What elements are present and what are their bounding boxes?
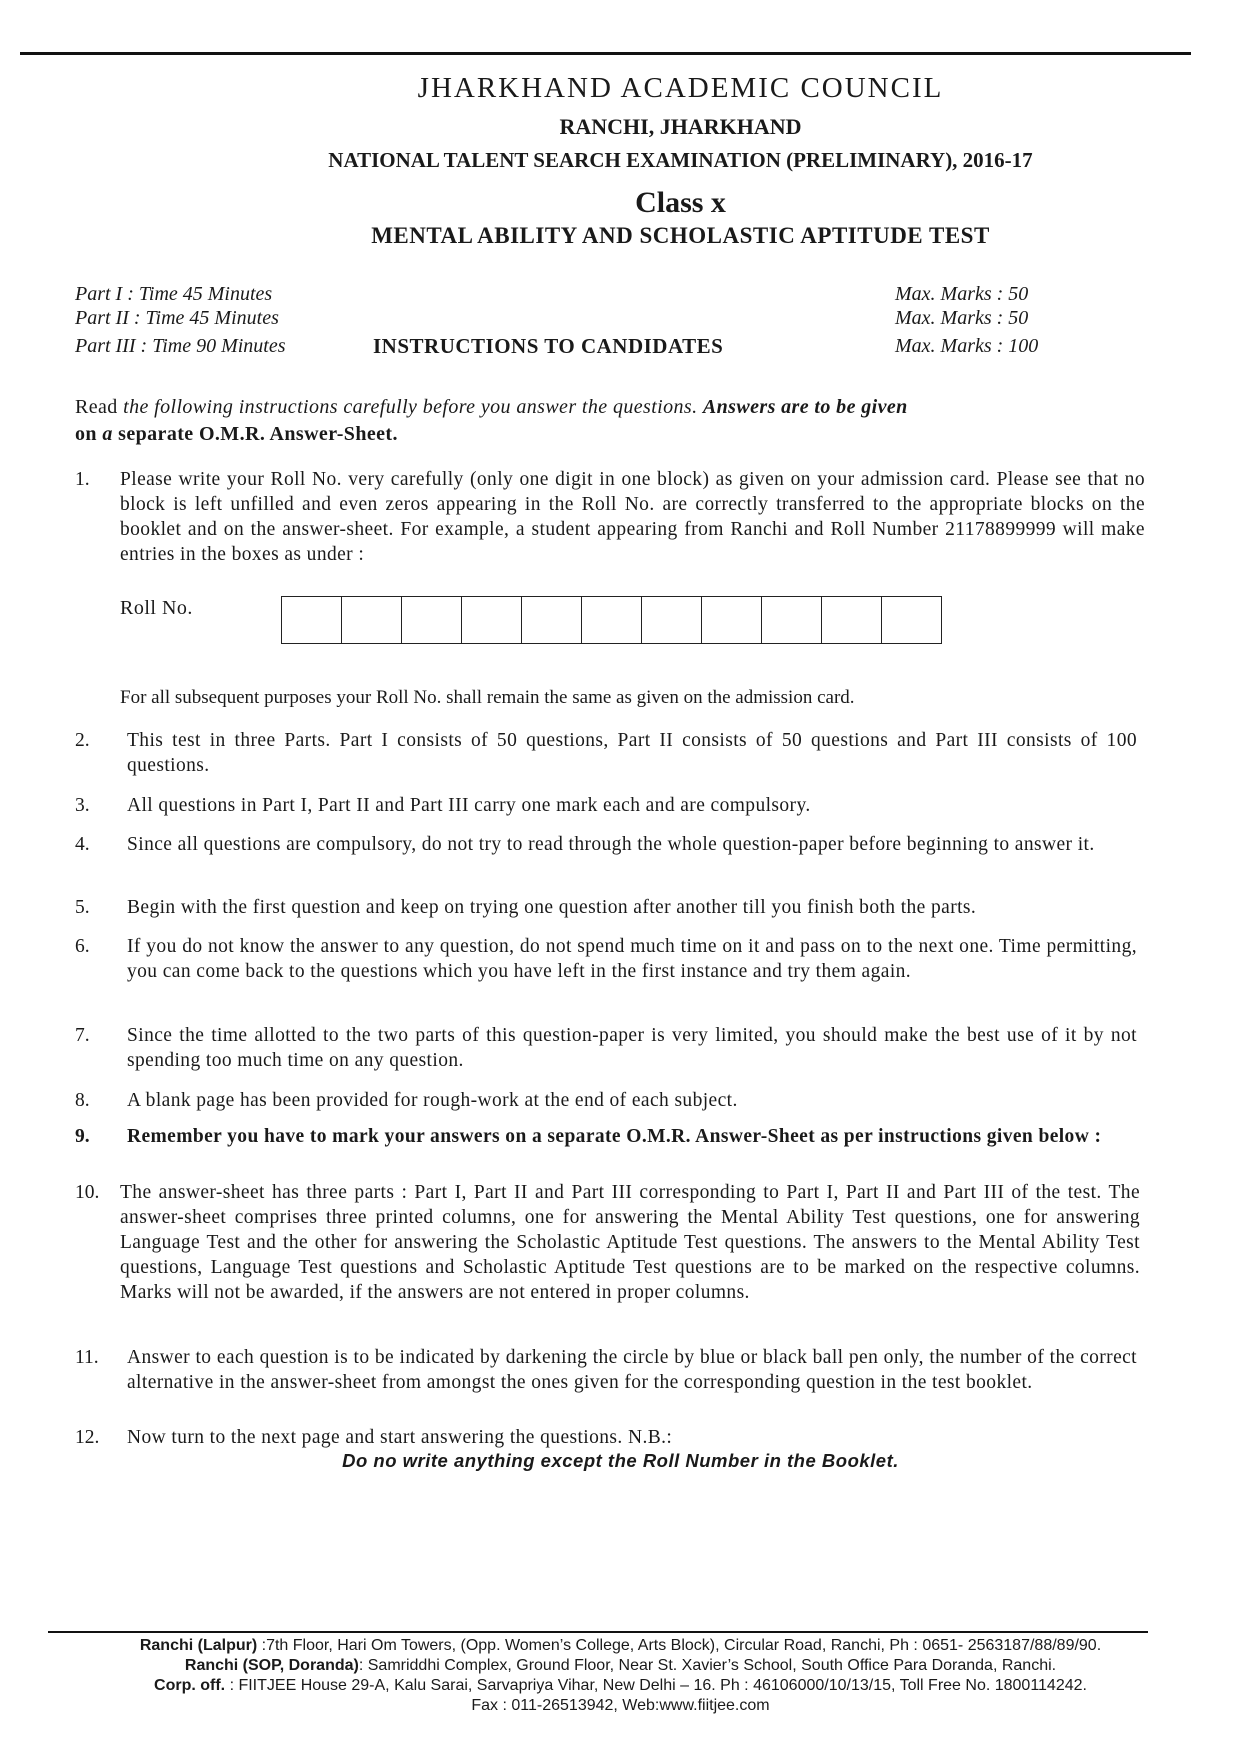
roll-digit-box xyxy=(642,597,702,643)
instruction-number: 2. xyxy=(75,730,90,751)
bottom-rule xyxy=(48,1631,1148,1633)
footer-line-fax: Fax : 011-26513942, Web:www.fiitjee.com xyxy=(471,1697,770,1714)
nb-note: Do no write anything except the Roll Number in the Booklet. xyxy=(342,1450,899,1471)
roll-digit-box xyxy=(402,597,462,643)
instruction-text: All questions in Part I, Part II and Part III carry one mark each and are compulsory. xyxy=(127,795,811,816)
part-1-marks: Max. Marks : 50 xyxy=(895,283,1029,305)
part-1-time: Part I : Time 45 Minutes xyxy=(75,283,273,305)
test-title: MENTAL ABILITY AND SCHOLASTIC APTITUDE TEST xyxy=(371,223,990,248)
instruction-text: Begin with the first question and keep on trying one question after another till you finish both the parts. xyxy=(127,897,977,918)
part-3-marks: Max. Marks : 100 xyxy=(895,335,1039,357)
footer-line-doranda xyxy=(0,1656,1241,1676)
council-location: RANCHI, JHARKHAND xyxy=(559,114,802,139)
instruction-number: 8. xyxy=(75,1090,90,1111)
class-label: Class x xyxy=(635,186,726,219)
instruction-number: 1. xyxy=(75,469,90,490)
roll-digit-box xyxy=(702,597,762,643)
instruction-number: 9. xyxy=(75,1126,90,1147)
roll-digit-box xyxy=(342,597,402,643)
instruction-text: Please write your Roll No. very carefully (only one digit in one block) as given on your admission card. Please see that no block is left unfilled and even zeros appearing in the Roll No. are correctly transferred to the appropriate blocks on the booklet and on the answer-sheet. For example, a student appearing from Ranchi and Roll Number 21178899999 will make entries in the boxes as under : xyxy=(120,469,1145,565)
instruction-text: A blank page has been provided for rough-work at the end of each subject. xyxy=(127,1090,738,1111)
footer-line-corp xyxy=(0,1676,1241,1696)
roll-digit-box xyxy=(882,597,941,643)
footer-line-lalpur xyxy=(0,1636,1241,1656)
instruction-number: 5. xyxy=(75,897,90,918)
instruction-text: The answer-sheet has three parts : Part I, Part II and Part III corresponding to Part I, Part II and Part III of the test. The answer-sheet comprises three printed columns, one for answering the Mental Ability Test questions, one for answering Language Test and the other for answering the Scholastic Aptitude Test questions. The answers to the Mental Ability Test questions, Language Test questions and Scholastic Aptitude Test questions are to be marked on the respective columns. Marks will not be awarded, if the answers are not entered in proper columns. xyxy=(120,1182,1140,1303)
part-2-time: Part II : Time 45 Minutes xyxy=(75,307,279,329)
roll-number-boxes xyxy=(281,596,942,644)
intro-bold-italic: Answers are to be given xyxy=(702,396,908,418)
intro-bold-end: separate O.M.R. Answer-Sheet. xyxy=(118,423,398,445)
instruction-text: Since the time allotted to the two parts of this question-paper is very limited, you should make the best use of it by not spending too much time on any question. xyxy=(127,1025,1137,1071)
roll-digit-box xyxy=(822,597,882,643)
exam-title: NATIONAL TALENT SEARCH EXAMINATION (PRELIMINARY), 2016-17 xyxy=(328,148,1033,172)
instruction-number: 7. xyxy=(75,1025,90,1046)
instruction-text: Now turn to the next page and start answering the questions. N.B.: xyxy=(127,1427,673,1448)
intro-italic: the following instructions carefully before you answer the questions. xyxy=(123,396,698,418)
roll-digit-box xyxy=(762,597,822,643)
footer-lalpur-address: :7th Floor, Hari Om Towers, (Opp. Women’s College, Arts Block), Circular Road, Ranchi, Ph : 0651- 2563187/88/89/90. xyxy=(257,1637,1102,1654)
footer-corp-address: : FIITJEE House 29-A, Kalu Sarai, Sarvapriya Vihar, New Delhi – 16. Ph : 46106000/10/13/15, Toll Free No. 1800114242. xyxy=(225,1677,1087,1694)
footer-lalpur-label: Ranchi (Lalpur) xyxy=(139,1637,258,1654)
roll-digit-box xyxy=(462,597,522,643)
instruction-text: This test in three Parts. Part I consists of 50 questions, Part II consists of 50 questions and Part III consists of 100 questions. xyxy=(127,730,1137,776)
instruction-number: 12. xyxy=(75,1427,100,1448)
roll-digit-box xyxy=(582,597,642,643)
instruction-number: 6. xyxy=(75,936,90,957)
roll-digit-box xyxy=(522,597,582,643)
part-3-time: Part III : Time 90 Minutes xyxy=(75,335,286,357)
intro-on: on xyxy=(75,423,97,445)
intro-read: Read xyxy=(75,396,118,418)
instruction-number: 10. xyxy=(75,1182,100,1203)
part-2-marks: Max. Marks : 50 xyxy=(895,307,1029,329)
footer-doranda-label: Ranchi (SOP, Doranda) xyxy=(184,1657,359,1674)
footer-doranda-address: : Samriddhi Complex, Ground Floor, Near St. Xavier’s School, South Office Para Doranda, Ranchi. xyxy=(358,1657,1057,1674)
instruction-text: If you do not know the answer to any question, do not spend much time on it and pass on to the next one. Time permitting, you can come back to the questions which you have left in the first instance and try them again. xyxy=(127,936,1137,982)
instruction-text: Remember you have to mark your answers on a separate O.M.R. Answer-Sheet as per instructions given below : xyxy=(127,1126,1102,1147)
roll-subsequent-note: For all subsequent purposes your Roll No. shall remain the same as given on the admission card. xyxy=(120,687,855,708)
intro-paragraph xyxy=(75,394,1135,448)
instruction-number: 4. xyxy=(75,834,90,855)
intro-a: a xyxy=(102,423,113,445)
instruction-number: 11. xyxy=(75,1347,99,1368)
roll-digit-box xyxy=(282,597,342,643)
instruction-text: Since all questions are compulsory, do not try to read through the whole question-paper before beginning to answer it. xyxy=(127,834,1095,855)
footer-corp-label: Corp. off. xyxy=(154,1677,226,1694)
instruction-text: Answer to each question is to be indicated by darkening the circle by blue or black ball pen only, the number of the correct alternative in the answer-sheet from amongst the ones given for the corresponding question in the test booklet. xyxy=(127,1347,1137,1393)
instruction-number: 3. xyxy=(75,795,90,816)
instructions-heading: INSTRUCTIONS TO CANDIDATES xyxy=(373,334,724,358)
roll-number-label: Roll No. xyxy=(120,597,193,619)
council-title: JHARKHAND ACADEMIC COUNCIL xyxy=(417,72,944,104)
top-rule xyxy=(20,52,1191,55)
